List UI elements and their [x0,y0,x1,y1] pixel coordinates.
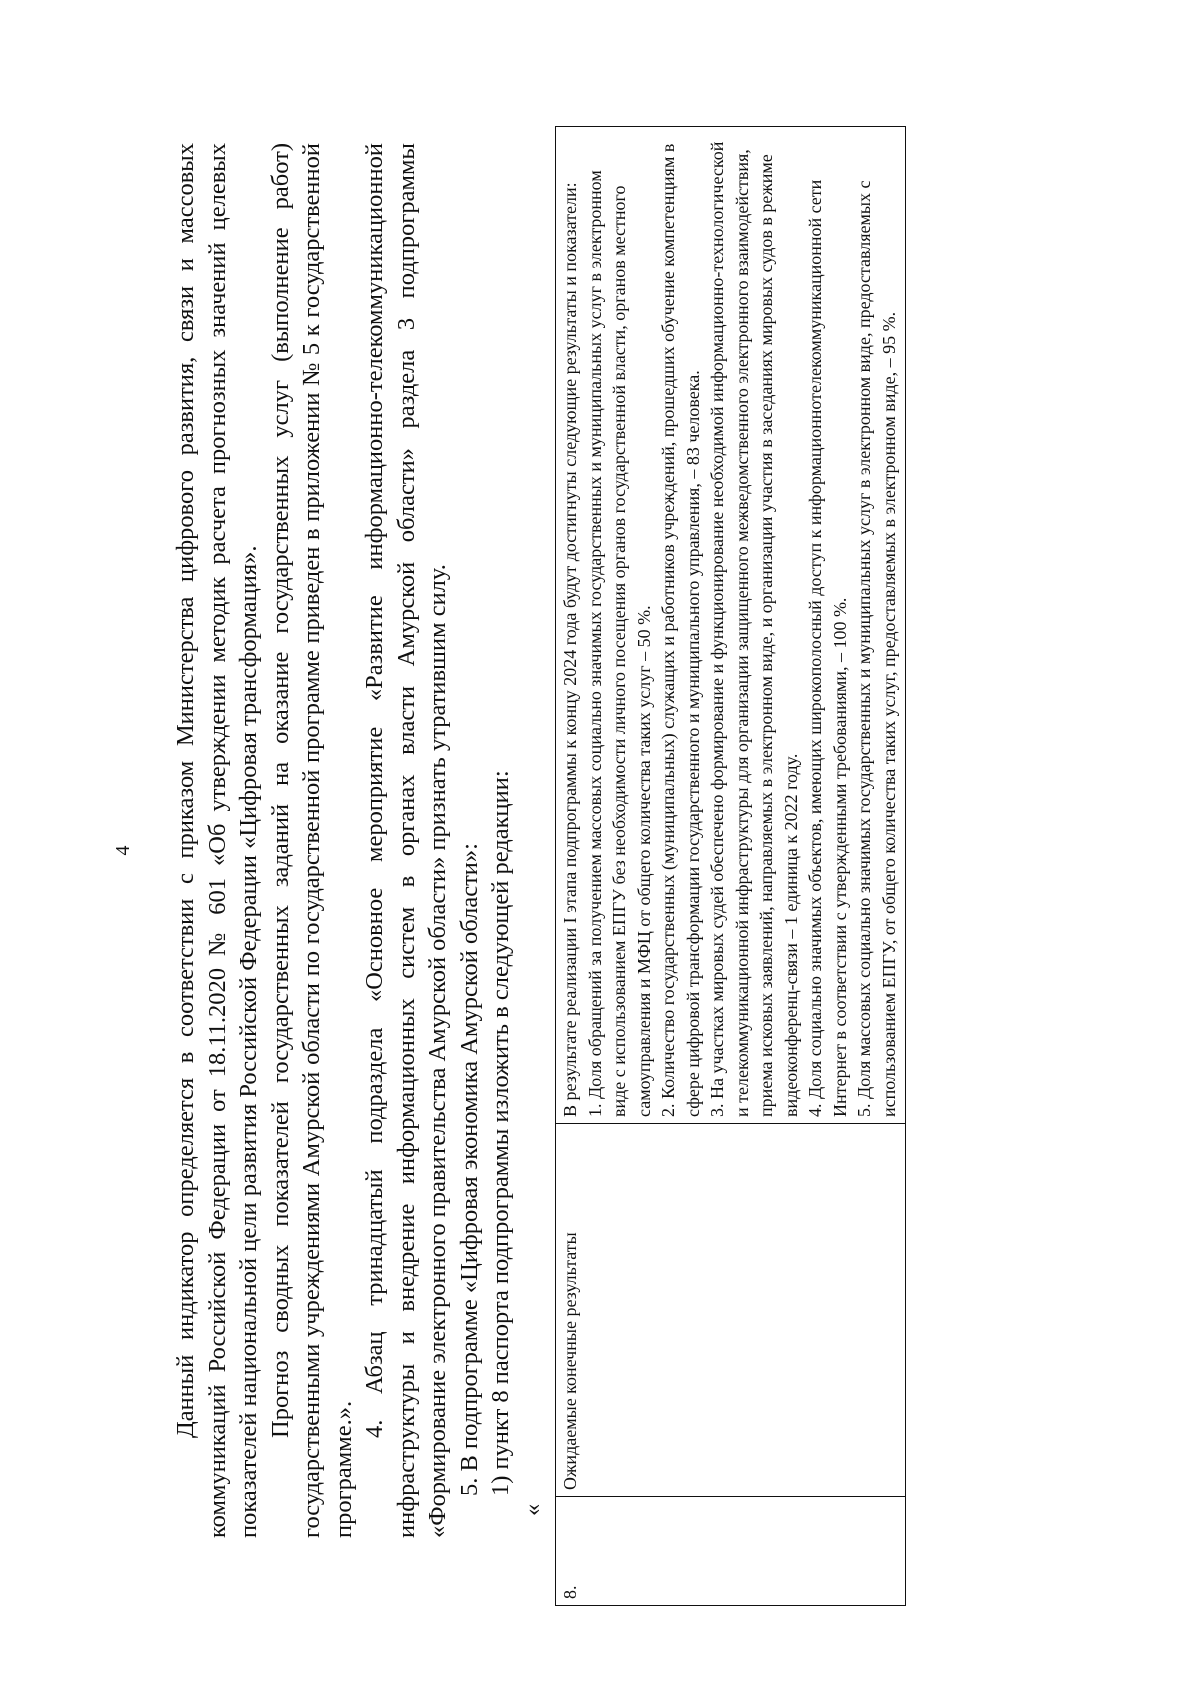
results-cell [556,127,906,1124]
result-item-2: 2. Количество государственных (муниципальных) служащих и работников учреждений, прошедших обучение компетенциям в сфере цифровой трансформации государственного и муниципального управления, – 83 человека. [658,143,703,1117]
row-number-cell: 8. [556,1497,906,1606]
page-number: 4 [112,845,134,856]
result-item-3: 3. На участках мировых судей обеспечено формирование и функционирование необходимой информационно-технологической и телекоммуникационной инфраструктуры для организации защищенного межведомственного электронного взаимодействия, приема исковых заявлений, направляемых в электронном виде, и организации участия в заседаниях мировых судов в режиме видеоконференц-связи – 1 единица к 2022 году. [707,141,801,1117]
result-item-1: 1. Доля обращений за получением массовых социально значимых государственных и муниципальных услуг в электронном виде с использованием ЕПГУ без необходимости личного посещения органов государственной власти, органов местного самоуправления и МФЦ от общего количества таких услуг – 50 %. [584,170,654,1117]
body-text [170,143,548,1538]
paragraph-forecast: Прогноз сводных показателей государственных заданий на оказание государственных услуг (выполнение работ) государственными учреждениями Амурской области по государственной программе приведен в приложении № 5 к государственной программе.». [266,143,357,1538]
paragraph-indicator-definition: Данный индикатор определяется в соответствии с приказом Министерства цифрового развития, связи и массовых коммуникаций Российской Федерации от 18.11.2020 № 601 «Об утверждении методик расчета прогнозных значений целевых показателей национальной цели развития Российской Федерации «Цифровая трансформация». [172,143,262,1538]
paragraph-item-4: 4. Абзац тринадцатый подраздела «Основное мероприятие «Развитие информационно-телекоммуникационной инфраструктуры и внедрение информационных систем в органах власти Амурской области» раздела 3 подпрограммы «Формирование электронного правительства Амурской области» признать утратившим силу. [361,143,451,1538]
result-item-5: 5. Доля массовых социально значимых государственных и муниципальных услуг в электронном виде, предоставляемых с использованием ЕПГУ, от общего количества таких услуг, предоставляемых в электронном виде, – 95 %. [854,180,899,1117]
paragraph-item-5: 5. В подпрограмме «Цифровая экономика Амурской области»: [455,843,483,1496]
row-label-cell: Ожидаемые конечные результаты [556,1124,906,1497]
opening-quote: « [518,1503,546,1516]
paragraph-subitem-1: 1) пункт 8 паспорта подпрограммы изложить в следующей редакции: [487,770,514,1496]
passport-table [555,126,906,1606]
results-intro: В результате реализации I этапа подпрограммы к концу 2024 года будут достигнуты следующие результаты и показатели: [560,182,580,1117]
result-item-4: 4. Доля социально значимых объектов, имеющих широкополосный доступ к информационнотелекоммуникационной сети Интернет в соответствии с утвержденными требованиями, – 100 %. [805,179,850,1117]
table-row [556,127,906,1606]
